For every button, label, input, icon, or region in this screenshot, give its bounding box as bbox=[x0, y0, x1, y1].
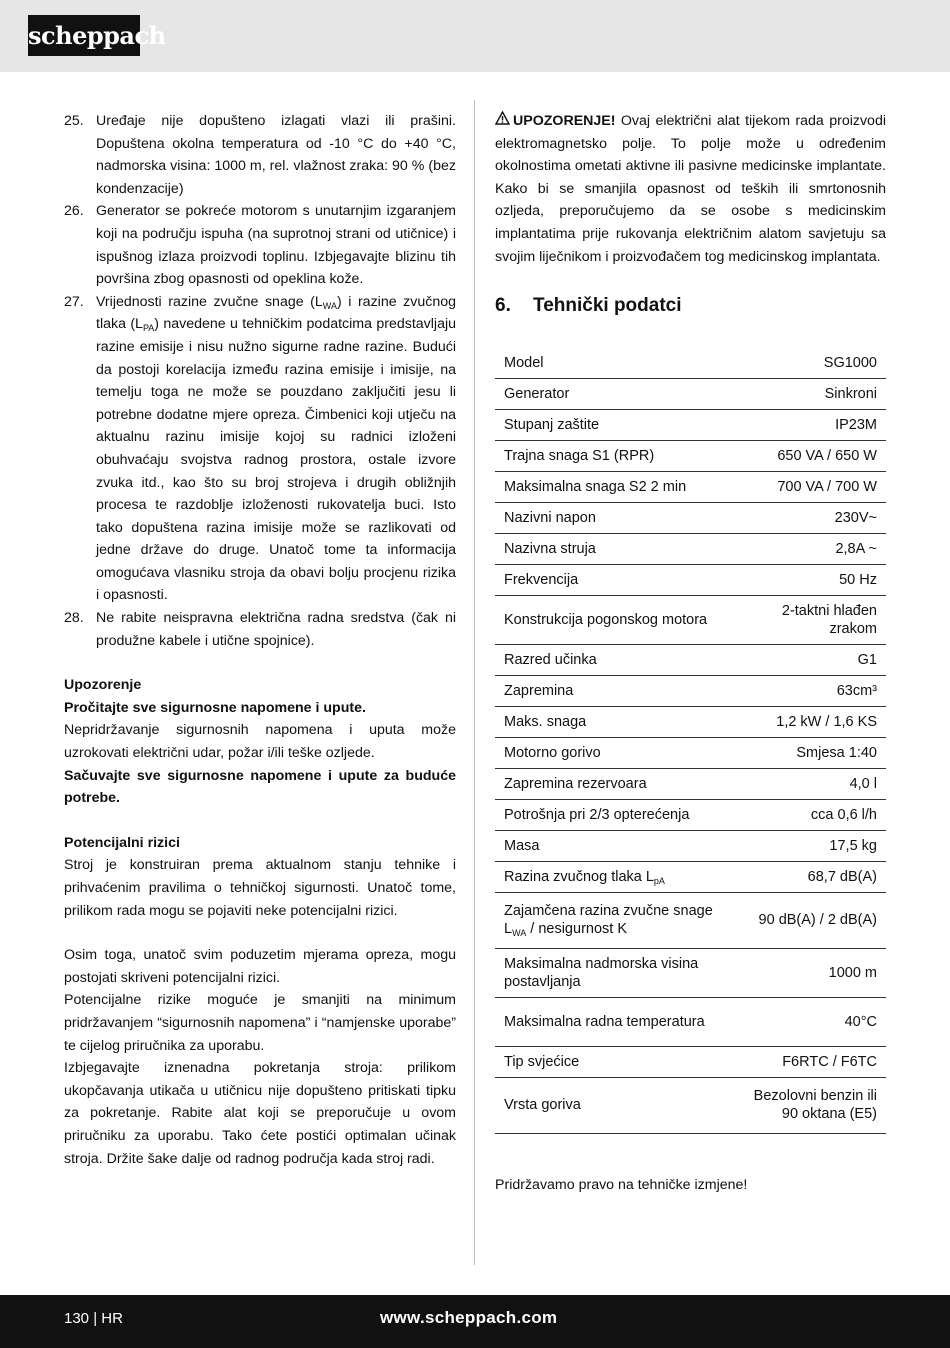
spec-label: Konstrukcija pogonskog motora bbox=[495, 595, 738, 644]
item-text: Vrijednosti razine zvučne snage $(L_{WA})$ i razine zvučnog tlaka $(L_{PA})$ navedene u tehničkim podatcima predstavljaju razine emisije i nisu nužno sigurne radne razine. Budući da postoji korelacija između razina emisije i imisije, na temelju toga ne može se pouzdano zaključiti jesu li potrebne dodatne mjere opreza. Čimbenici koji utječu na aktualnu razinu imisije kojoj su radnici izloženi obuhvaćaju svojstva radnog prostora, ostale izvore zvuka itd., kao što su broj strojeva i drugih obližnjih procesa te razdoblje izloženosti rukovatelja buci. Isto tako dopuštena razina imisije može se razlikovati od jedne države do druge. Unatoč tome ta informacija omogućava vlasniku stroja da obavi bolju procjenu rizika i opasnosti. bbox=[96, 293, 456, 604]
item-number: 26. bbox=[64, 203, 84, 220]
warning-block bbox=[64, 674, 456, 810]
spec-row bbox=[495, 737, 886, 768]
spec-value: 4,0 l bbox=[738, 768, 886, 799]
warning-title: Upozorenje bbox=[64, 677, 142, 694]
spec-value: 2,8A ~ bbox=[738, 533, 886, 564]
spec-label: Zapremina bbox=[495, 675, 738, 706]
risks-paragraph: Potencijalne rizike moguće je smanjiti na minimum pridržavanjem “sigurnosnih napomena” i “namjenske uporabe” te cijelog priručnika za uporabu. bbox=[64, 992, 456, 1054]
warning-label: UPOZORENJE! bbox=[513, 113, 616, 129]
section-title: Tehnički podatci bbox=[533, 295, 682, 317]
spec-label: Trajna snaga S1 (RPR) bbox=[495, 440, 738, 471]
item-text: Generator se pokreće motorom s unutarnjim izgaranjem koji na području ispuha (na suprotnoj strani od utičnice) i ispušnog izlaza proizvodi toplinu. Izbjegavajte blizinu tih površina zbog opasnosti od opeklina kože. bbox=[96, 203, 456, 288]
spec-value: 2-taktni hlađen zrakom bbox=[738, 595, 886, 644]
scheppach-logo: scheppach bbox=[28, 15, 140, 56]
list-item bbox=[64, 607, 456, 652]
list-item bbox=[64, 291, 456, 607]
spec-row bbox=[495, 1077, 886, 1133]
item-number: 28. bbox=[64, 610, 84, 627]
warning-bold-1: Pročitajte sve sigurnosne napomene i upute. bbox=[64, 699, 366, 716]
spec-label: Generator bbox=[495, 378, 738, 409]
spec-label: Maks. snaga bbox=[495, 706, 738, 737]
page-number: 130 | HR bbox=[64, 1310, 123, 1327]
spec-row bbox=[495, 440, 886, 471]
spec-value: 50 Hz bbox=[738, 564, 886, 595]
section-heading bbox=[495, 295, 886, 318]
spec-label: Frekvencija bbox=[495, 564, 738, 595]
spec-row bbox=[495, 799, 886, 830]
spec-label: Nazivna struja bbox=[495, 533, 738, 564]
section-number: 6. bbox=[495, 295, 511, 317]
spec-value: Smjesa 1:40 bbox=[738, 737, 886, 768]
spec-label: Maksimalna nadmorska visina postavljanja bbox=[495, 948, 738, 997]
spec-row bbox=[495, 409, 886, 440]
spec-label: Nazivni napon bbox=[495, 502, 738, 533]
spec-value: 700 VA / 700 W bbox=[738, 471, 886, 502]
item-number: 25. bbox=[64, 113, 84, 129]
spec-value: Sinkroni bbox=[738, 378, 886, 409]
spec-label: Vrsta goriva bbox=[495, 1077, 738, 1133]
spec-value: 1,2 kW / 1,6 KS bbox=[738, 706, 886, 737]
spec-value: Bezolovni benzin ili 90 oktana (E5) bbox=[738, 1077, 886, 1133]
risks-title: Potencijalni rizici bbox=[64, 834, 180, 851]
risks-paragraph: Stroj je konstruiran prema aktualnom stanju tehnike i prihvaćenim pravilima o tehničkoj sigurnosti. Unatoč tome, prilikom rada mogu se pojaviti neke potencijalni rizici. bbox=[64, 857, 456, 919]
spec-value: G1 bbox=[738, 644, 886, 675]
spec-value: 40°C bbox=[738, 997, 886, 1046]
spec-row bbox=[495, 892, 886, 948]
spec-value: 68,7 dB(A) bbox=[738, 861, 886, 892]
spec-row bbox=[495, 948, 886, 997]
spec-value: SG1000 bbox=[738, 348, 886, 379]
spec-row bbox=[495, 595, 886, 644]
spec-label: Razred učinka bbox=[495, 644, 738, 675]
spec-label: Zapremina rezervoara bbox=[495, 768, 738, 799]
warning-text: Nepridržavanje sigurnosnih napomena i uputa može uzrokovati električni udar, požar i/ili teške ozljede. bbox=[64, 722, 456, 762]
spec-row bbox=[495, 533, 886, 564]
website-url: www.scheppach.com bbox=[380, 1308, 558, 1327]
spec-row bbox=[495, 706, 886, 737]
spec-value: cca 0,6 l/h bbox=[738, 799, 886, 830]
spec-row bbox=[495, 644, 886, 675]
spec-row bbox=[495, 861, 886, 892]
spec-label: Tip svjećice bbox=[495, 1046, 738, 1077]
spec-value: F6RTC / F6TC bbox=[738, 1046, 886, 1077]
item-text: Ne rabite neispravna električna radna sredstva (čak ni produžne kabele i utične spojnice). bbox=[96, 610, 456, 649]
spec-label: Maksimalna radna temperatura bbox=[495, 997, 738, 1046]
right-column bbox=[495, 110, 886, 1196]
risks-paragraph: Osim toga, unatoč svim poduzetim mjerama opreza, mogu postojati skriveni potencijalni rizici. bbox=[64, 947, 456, 986]
item-number: 27. bbox=[64, 293, 84, 310]
spec-value: 650 VA / 650 W bbox=[738, 440, 886, 471]
emf-warning: UPOZORENJE! Ovaj električni alat tijekom rada proizvodi elektromagnetsko polje. To polje može u određenim okolnostima ometati aktivne ili pasivne medicinske implantate. Kako bi se smanjila opasnost od teških ili smrtonosnih ozljeda, preporučujemo da se osobe s medicinskim implantatima prije rukovanja električnim alatom savjetuju sa svojim liječnikom i proizvođačem tog medicinskog implantata. bbox=[495, 110, 886, 268]
spec-row bbox=[495, 997, 886, 1046]
spec-row bbox=[495, 502, 886, 533]
column-divider bbox=[474, 100, 475, 1265]
spec-value: 230V~ bbox=[738, 502, 886, 533]
spec-row bbox=[495, 768, 886, 799]
spec-row bbox=[495, 830, 886, 861]
spec-label: Maksimalna snaga S2 2 min bbox=[495, 471, 738, 502]
spec-table bbox=[495, 348, 886, 1134]
changes-note: Pridržavamo pravo na tehničke izmjene! bbox=[495, 1176, 748, 1193]
list-item bbox=[64, 110, 456, 200]
spec-value: 17,5 kg bbox=[738, 830, 886, 861]
spec-label: Masa bbox=[495, 830, 738, 861]
risks-block bbox=[64, 832, 456, 1170]
spec-label: Motorno gorivo bbox=[495, 737, 738, 768]
spec-label: Razina zvučnog tlaka $L_{pA}$ bbox=[495, 861, 738, 892]
spec-value: IP23M bbox=[738, 409, 886, 440]
spec-value: 63cm³ bbox=[738, 675, 886, 706]
spec-value: 1000 m bbox=[738, 948, 886, 997]
list-item bbox=[64, 200, 456, 290]
left-column bbox=[64, 110, 456, 1170]
spec-label: Potrošnja pri 2/3 opterećenja bbox=[495, 799, 738, 830]
spec-row bbox=[495, 471, 886, 502]
spec-row bbox=[495, 378, 886, 409]
warning-bold-2: Sačuvajte sve sigurnosne napomene i upute za buduće potrebe. bbox=[64, 767, 456, 807]
spec-row bbox=[495, 348, 886, 379]
warning-triangle-icon bbox=[495, 110, 513, 133]
risks-paragraph: Izbjegavajte iznenadna pokretanja stroja: prilikom ukopčavanja utikača u utičnicu nije dopušteno pritiskati tipku za pokretanje. Rabite alat koji se preporučuje u ovom priručniku za uporabu. Tako ćete postići optimalan učinak stroja. Držite šake dalje od radnog područja kada stroj radi. bbox=[64, 1060, 456, 1167]
spec-row bbox=[495, 564, 886, 595]
spec-label: Model bbox=[495, 348, 738, 379]
item-text: Uređaje nije dopušteno izlagati vlazi ili prašini. Dopuštena okolna temperatura od -10 °C do +40 °C, nadmorska visina: 1000 m, rel. vlažnost zraka: 90 % (bez kondenzacije) bbox=[96, 113, 456, 197]
spec-label: Stupanj zaštite bbox=[495, 409, 738, 440]
page-header bbox=[0, 0, 950, 72]
spec-value: 90 dB(A) / 2 dB(A) bbox=[738, 892, 886, 948]
page-footer bbox=[0, 1295, 950, 1348]
spec-label: Zajamčena razina zvučne snage $L_{WA}$ / nesigurnost K bbox=[495, 892, 738, 948]
spec-row bbox=[495, 1046, 886, 1077]
spec-row bbox=[495, 675, 886, 706]
